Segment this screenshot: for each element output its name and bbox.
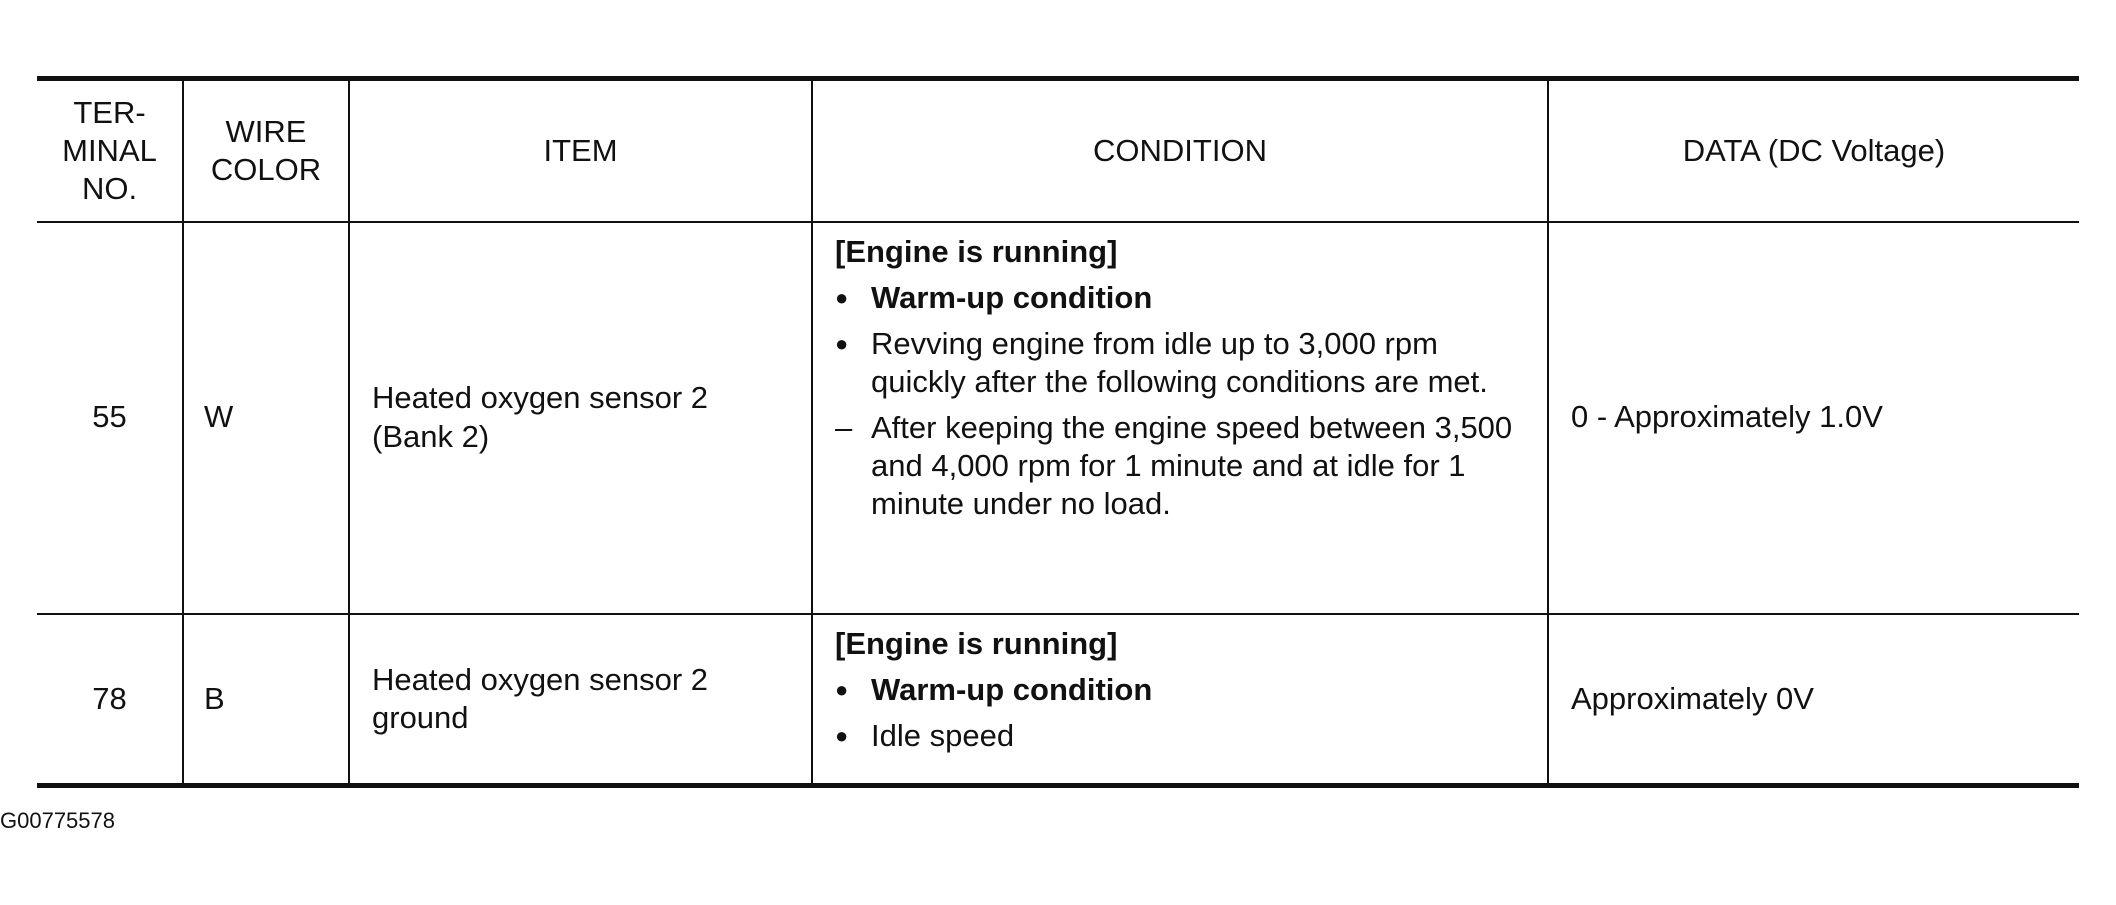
item-cell (349, 222, 812, 614)
header-terminal-no (37, 79, 183, 222)
header-item: ITEM (349, 79, 812, 222)
condition-item (835, 409, 1535, 523)
bullet-icon (835, 279, 871, 317)
condition-text: Idle speed (871, 717, 1015, 753)
condition-item (835, 279, 1535, 317)
bullet-icon (835, 717, 871, 755)
condition-heading: [Engine is running] (835, 625, 1118, 661)
header-data: DATA (DC Voltage) (1548, 79, 2079, 222)
condition-cell (812, 614, 1548, 786)
header-terminal-line: MINAL (62, 132, 157, 168)
item-line: ground (372, 699, 469, 735)
terminal-data-table (37, 76, 2079, 788)
wire-color: B (183, 614, 349, 786)
item-line: Heated oxygen sensor 2 (372, 661, 709, 697)
table-row (37, 614, 2079, 786)
header-row (37, 79, 2079, 222)
condition-item (835, 671, 1535, 709)
data-voltage: Approximately 0V (1548, 614, 2079, 786)
item-line: (Bank 2) (372, 418, 490, 454)
condition-text: After keeping the engine speed between 3,500 and 4,000 rpm for 1 minute and at idle for 1 minute under no load. (871, 410, 1513, 522)
condition-text: Warm-up condition (871, 671, 1153, 707)
header-terminal-line: NO. (81, 170, 138, 206)
bullet-icon (835, 671, 871, 709)
condition-item (835, 325, 1535, 401)
wire-color: W (183, 222, 349, 614)
condition-heading: [Engine is running] (835, 233, 1118, 269)
item-cell (349, 614, 812, 786)
condition-cell (812, 222, 1548, 614)
header-wire-line: WIRE (225, 113, 307, 149)
condition-text: Warm-up condition (871, 279, 1153, 315)
item-line: Heated oxygen sensor 2 (372, 380, 709, 416)
header-wire-line: COLOR (210, 151, 322, 187)
condition-text: Revving engine from idle up to 3,000 rpm quickly after the following conditions are met. (871, 325, 1488, 399)
data-voltage: 0 - Approximately 1.0V (1548, 222, 2079, 614)
header-wire-color (183, 79, 349, 222)
condition-item (835, 717, 1535, 755)
header-condition: CONDITION (812, 79, 1548, 222)
table-row (37, 222, 2079, 614)
dash-icon (835, 409, 871, 447)
bullet-icon (835, 325, 871, 363)
terminal-number: 55 (37, 222, 183, 614)
figure-code: G00775578 (0, 808, 115, 833)
terminal-number: 78 (37, 614, 183, 786)
header-terminal-line: TER- (73, 94, 146, 130)
